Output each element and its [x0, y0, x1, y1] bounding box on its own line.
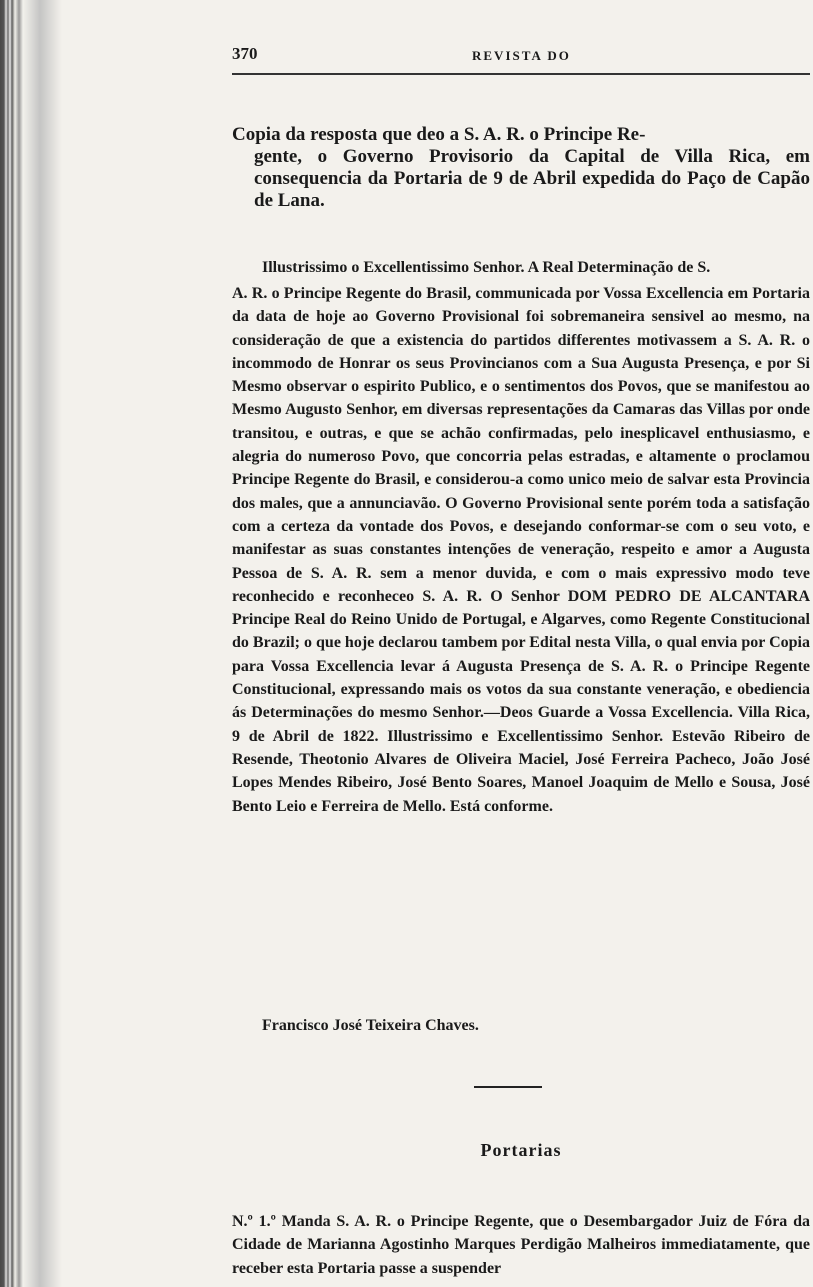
section-title: Portarias [480, 1140, 562, 1160]
title-line-1: Copia da resposta que deo a S. A. R. o Principe Re- [232, 124, 646, 145]
header-rule [232, 73, 810, 75]
letter-body: A. R. o Principe Regente do Brasil, communicada por Vossa Excellencia em Portaria da data de hoje ao Governo Provisional foi sobremaneira sensivel ao mesmo, na consideração de que a existencia do partidos differentes motivassem a S. A. R. o incommodo de Honrar os seus Provincianos com a Sua Augusta Presença, e por Si Mesmo observar o espirito Publico, e o sentimentos dos Povos, que se manifestou ao Mesmo Augusto Senhor, em diversas representações da Camaras das Villas por onde transitou, e outras, e que se achão confirmadas, pelo inesplicavel enthusiasmo, e alegria do numeroso Povo, que concorria pelas estradas, e altamente o proclamou Principe Regente do Brasil, e considerou-a como unico meio de salvar esta Provincia dos males, que a annunciavão. O Governo Provisional sente porém toda a satisfação com a certeza da vontade dos Povos, e desejando conformar-se com o seu voto, e manifestar as suas constantes intenções de veneração, respeito e amor a Augusta Pessoa de S. A. R. sem a menor duvida, e com o mais expressivo modo teve reconhecido e reconheceo S. A. R. O Senhor DOM PEDRO DE ALCANTARA Principe Real do Reino Unido de Portugal, e Algarves, como Regente Constitucional do Brazil; o que hoje declarou tambem por Edital nesta Villa, o qual envia por Copia para Vossa Excellencia levar á Augusta Presença de S. A. R. o Principe Regente Constitucional, expressando mais os votos da sua constante veneração, e obediencia ás Determinações do mesmo Senhor.—Deos Guarde a Vossa Excellencia. Villa Rica, 9 de Abril de 1822. Illustrissimo e Excellentissimo Senhor. Estevão Ribeiro de Resende, Theotonio Alvares de Oliveira Maciel, José Ferreira Pacheco, João José Lopes Mendes Ribeiro, José Bento Soares, Manoel Joaquim de Mello e Sousa, José Bento Leio e Ferreira de Mello. Está conforme. [232, 285, 810, 815]
book-binding-edge [0, 0, 62, 1287]
page-number: 370 [232, 44, 258, 63]
signature: Francisco José Teixeira Chaves. [262, 1017, 479, 1034]
title-continuation: gente, o Governo Provisorio da Capital de Villa Rica, em consequencia da Portaria de 9 de Abril expedida do Paço de Capão de Lana. [254, 146, 810, 211]
letter-first-line: Illustrissimo o Excellentissimo Senhor. A Real Determinação de S. [262, 259, 711, 276]
portaria-paragraph: N.º 1.º Manda S. A. R. o Principe Regente, que o Desembargador Juiz de Fóra da Cidade de Marianna Agostinho Marques Perdigão Malheiros immediatamente, que receber esta Portaria passe a suspender [232, 1213, 810, 1277]
running-head: REVISTA DO [472, 48, 571, 63]
page-header [232, 44, 812, 74]
document-title [232, 124, 810, 212]
section-divider [474, 1086, 542, 1088]
